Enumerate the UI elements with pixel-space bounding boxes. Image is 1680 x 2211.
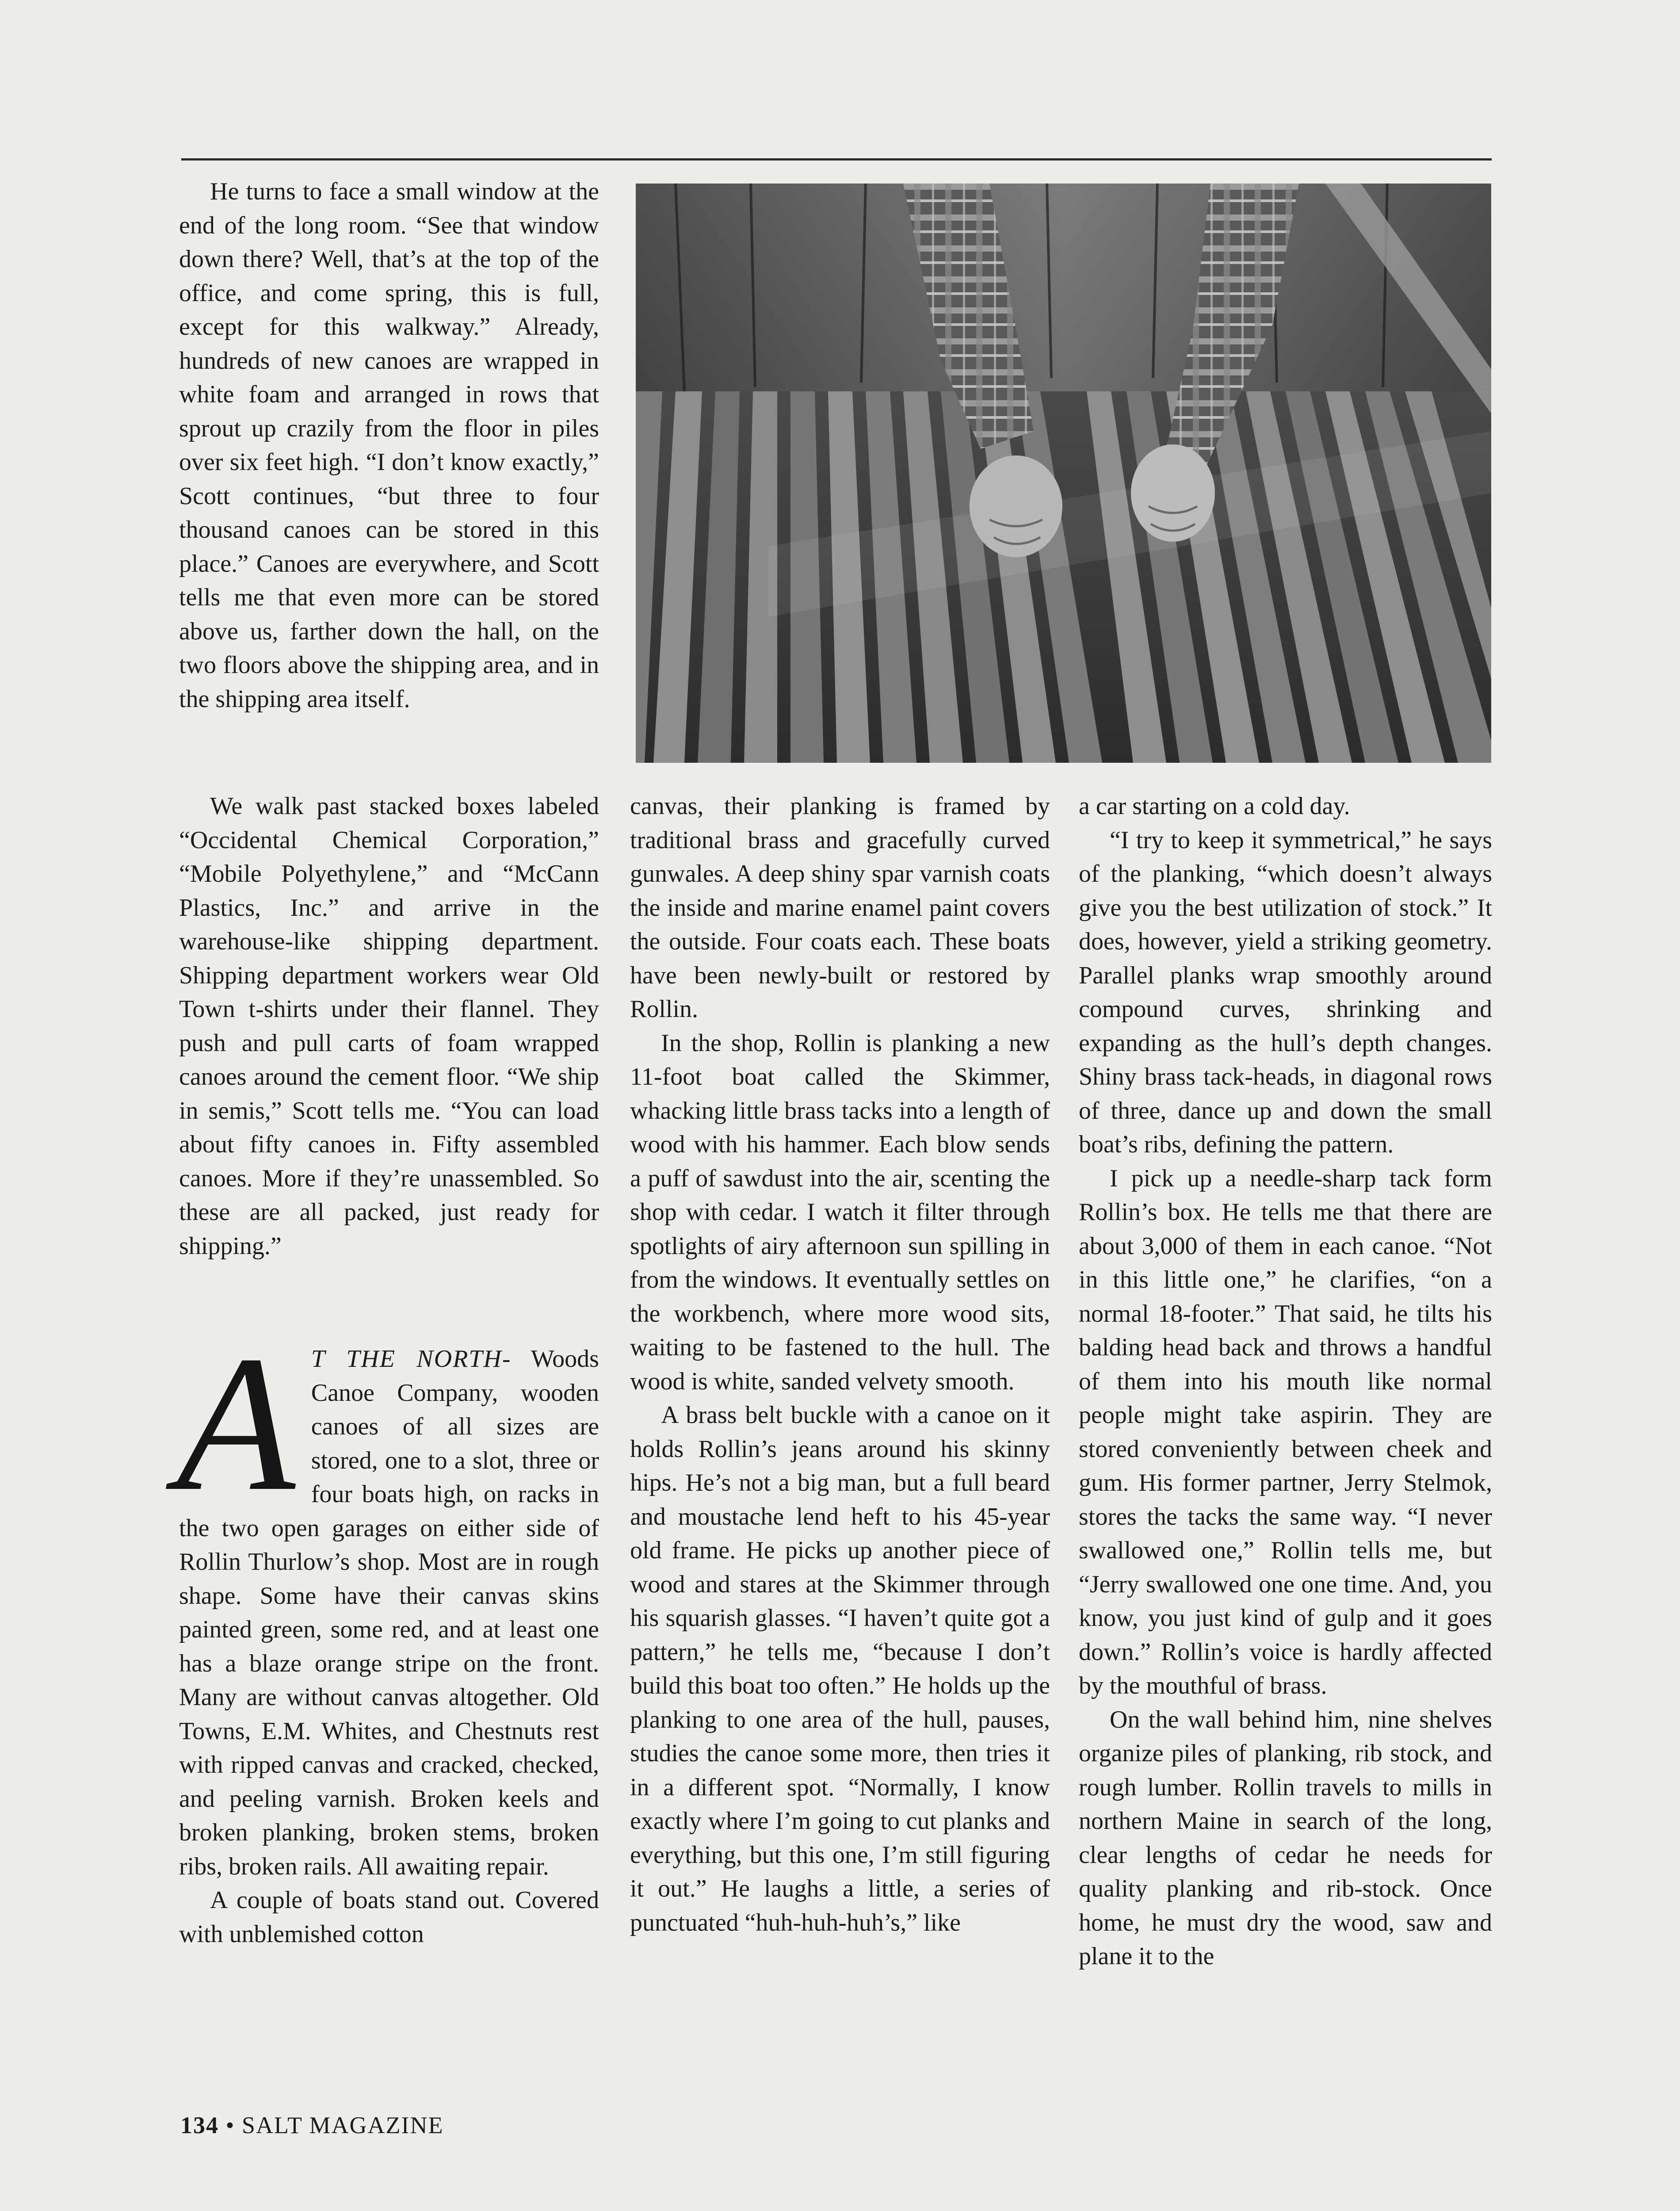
canoe-planking-photo: [636, 184, 1491, 763]
paragraph: A couple of boats stand out. Covered with unblemished cotton: [179, 1886, 599, 1948]
column-3: [1079, 789, 1492, 2063]
paragraph: I pick up a needle-sharp tack form Rollin’s box. He tells me that there are about 3,000 of them in each canoe. “Not in this little one,” he clarifies, “on a normal 18-footer.” That said, he tilts his balding head back and throws a handful of them into his mouth like normal people might take aspirin. They are stored conveniently between cheek and gum. His former partner, Jerry Stelmok, stores the tacks the same way. “I never swallowed one,” Rollin tells me, but “Jerry swallowed one one time. And, you know, you just kind of gulp and it goes down.” Rollin’s voice is hardly affected by the mouthful of brass.: [1079, 1164, 1492, 1699]
paragraph-text: Woods Canoe Company, wooden canoes of all sizes are stored, one to a slot, three or four boats high, on racks in the two open garages on either side of Rollin Thurlow’s shop. Most are in rough shape. Some have their canvas skins painted green, some red, and at least one has a blaze orange stripe on the front. Many are without canvas altogether. Old Towns, E.M. Whites, and Chestnuts rest with ripped canvas and cracked, checked, and peeling varnish. Broken keels and broken planking, broken stems, broken ribs, broken rails. All awaiting repair.: [179, 1345, 599, 1880]
drop-cap-paragraph: [176, 1316, 599, 1883]
folio-separator: •: [225, 2112, 235, 2138]
paragraph: He turns to face a small window at the end of the long room. “See that window down there? Well, that’s at the top of the office, and come spring, this is full, except for this walkway.” Already, hundreds of new canoes are wrapped in white foam and arranged in rows that sprout up crazily from the floor in piles over six feet high. “I don’t know exactly,” Scott continues, “but three to four thousand canoes can be stored in this place.” Canoes are everywhere, and Scott tells me that even more can be stored above us, farther down the hall, on the two floors above the shipping area, and in the shipping area itself.: [179, 178, 599, 713]
paragraph: a car starting on a cold day.: [1079, 792, 1350, 820]
drop-cap: A: [176, 1316, 295, 1531]
page-folio: [180, 2112, 443, 2139]
lead-in-caps: T THE NORTH-: [311, 1345, 512, 1373]
paragraph: canvas, their planking is framed by traditional brass and gracefully curved gunwales. A deep shiny spar varnish coats the inside and marine enamel paint covers the outside. Four coats each. These boats have been newly-built or restored by Rollin.: [630, 792, 1050, 1023]
paragraph: “I try to keep it symmetrical,” he says of the planking, “which doesn’t always give you the best utilization of stock.” It does, however, yield a striking geometry. Parallel planks wrap smoothly around compound curves, shrinking and expanding as the hull’s depth changes. Shiny brass tack-heads, in diagonal rows of three, dance up and down the small boat’s ribs, defining the pattern.: [1079, 826, 1492, 1158]
paragraph: On the wall behind him, nine shelves organize piles of planking, rib stock, and rough lumber. Rollin travels to mills in northern Maine in search of the long, clear lengths of cedar he needs for quality planking and rib-stock. Once home, he must dry the wood, saw and plane it to the: [1079, 1706, 1492, 1970]
column-1-middle: [179, 789, 599, 1298]
paragraph: A brass belt buckle with a canoe on it holds Rollin’s jeans around his skinny hips. He’s not a big man, but a full beard and moustache lend heft to his 45-year old frame. He picks up another piece of wood and stares at the Skimmer through his squarish glasses. “I haven’t quite got a pattern,” he tells me, “because I don’t build this boat too often.” He holds up the planking to one area of the hull, pauses, studies the canoe some more, then tries it in a different spot. “Normally, I know exactly where I’m going to cut planks and everything, but this one, I’m still figuring it out.” He laughs a little, a series of punctuated “huh-huh-huh’s,” like: [630, 1401, 1050, 1936]
page-number: 134: [180, 2112, 219, 2138]
publication-title: SALT MAGAZINE: [241, 2112, 444, 2138]
column-1-bottom: [176, 1316, 599, 2050]
column-2: [630, 789, 1050, 2063]
column-1-top: [179, 175, 599, 789]
paragraph: In the shop, Rollin is planking a new 11-foot boat called the Skimmer, whacking little brass tacks into a length of wood with his hammer. Each blow sends a puff of sawdust into the air, scenting the shop with cedar. I watch it filter through spotlights of airy afternoon sun spilling in from the windows. It eventually settles on the workbench, where more wood sits, waiting to be fastened to the hull. The wood is white, sanded velvety smooth.: [630, 1029, 1050, 1395]
paragraph: We walk past stacked boxes labeled “Occidental Chemical Corporation,” “Mobile Polyethylene,” and “McCann Plastics, Inc.” and arrive in the warehouse-like shipping department. Shipping department workers wear Old Town t-shirts under their flannel. They push and pull carts of foam wrapped canoes around the cement floor. “We ship in semis,” Scott tells me. “You can load about fifty canoes in. Fifty assembled canoes. More if they’re unassembled. So these are all packed, just ready for shipping.”: [179, 792, 599, 1260]
header-rule: [181, 158, 1492, 161]
